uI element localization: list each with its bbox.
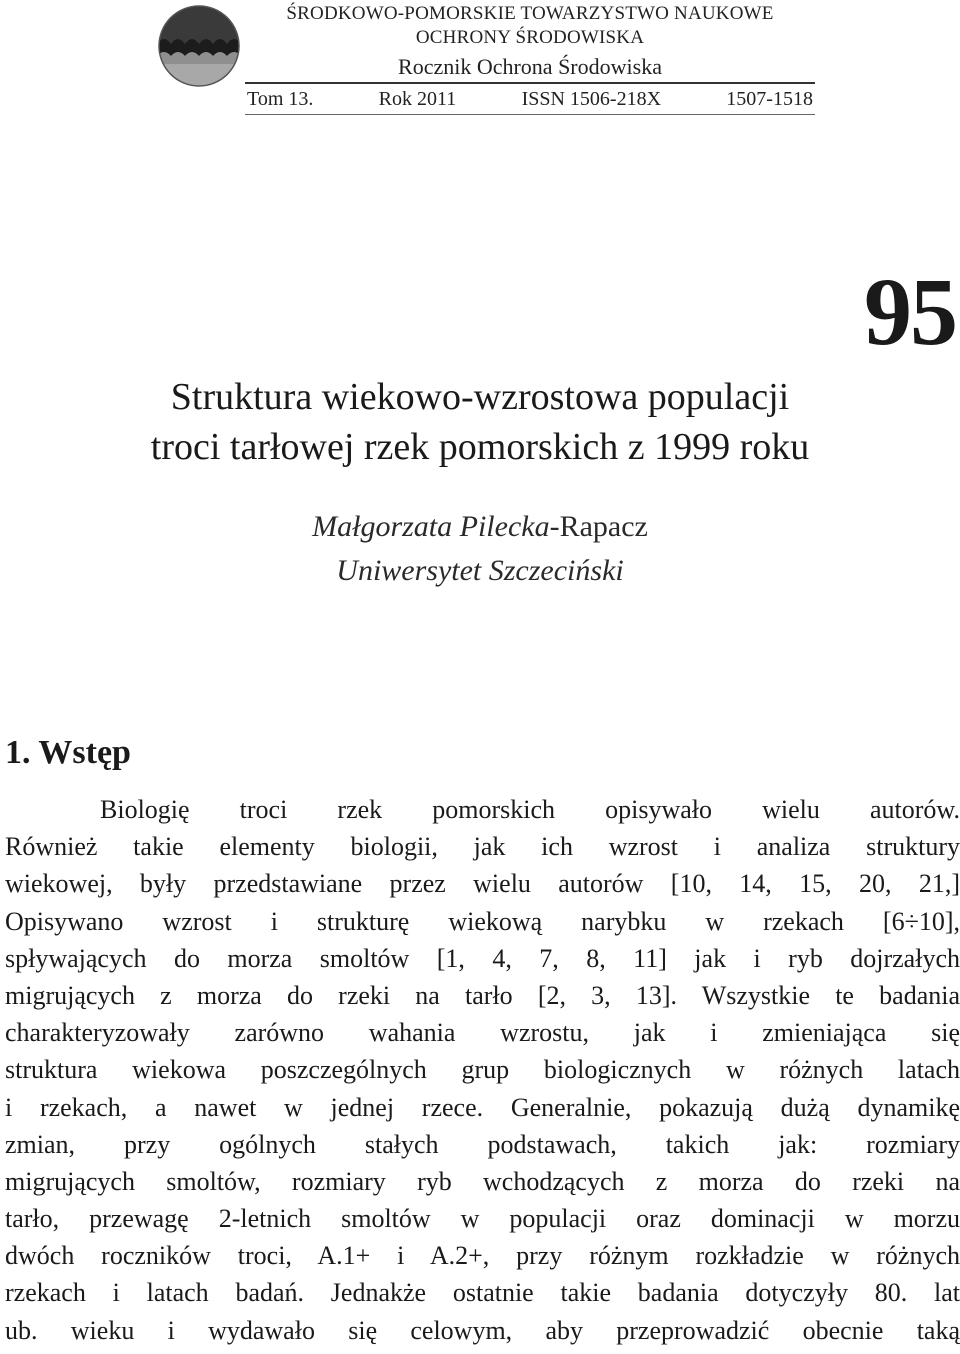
- body-line: Opisywano wzrost i strukturę wiekową narybku w rzekach [6÷10],: [5, 906, 960, 936]
- article-title: [0, 372, 960, 472]
- meta-divider: [245, 114, 815, 115]
- body-line: charakteryzowały zarówno wahania wzrostu, jak i zmieniająca się: [5, 1018, 960, 1048]
- body-line: migrujących smoltów, rozmiary ryb wchodzących z morza do rzeki na: [5, 1166, 960, 1196]
- society-name-line-1: ŚRODKOWO-POMORSKIE TOWARZYSTWO NAUKOWE: [286, 3, 774, 24]
- author-name-rest: Rapacz: [559, 510, 648, 543]
- article-number: 95: [864, 258, 956, 365]
- body-line: i rzekach, a nawet w jednej rzece. Generalnie, pokazują dużą dynamikę: [5, 1092, 960, 1122]
- society-logo: [157, 4, 241, 88]
- affiliation: Uniwersytet Szczeciński: [336, 554, 624, 587]
- body-line: spływających do morza smoltów [1, 4, 7, 8, 11] jak i ryb dojrzałych: [5, 943, 960, 973]
- title-line-2: troci tarłowej rzek pomorskich z 1999 roku: [150, 426, 810, 468]
- volume: Tom 13.: [247, 88, 314, 110]
- body-line: ub. wieku i wydawało się celowym, aby przeprowadzić obecnie taką: [5, 1315, 960, 1345]
- body-line: rzekach i latach badań. Jednakże ostatnie takie badania dotyczyły 80. lat: [5, 1278, 960, 1308]
- journal-name: Rocznik Ochrona Środowiska: [398, 54, 662, 79]
- title-line-1: Struktura wiekowo-wzrostowa populacji: [170, 376, 790, 418]
- body-line: Również takie elementy biologii, jak ich wzrost i analiza struktury: [5, 832, 960, 862]
- body-paragraph: [5, 791, 960, 1349]
- author-name-italic: Małgorzata Pilecka-: [312, 510, 560, 543]
- body-line: zmian, przy ogólnych stałych podstawach, takich jak: rozmiary: [5, 1129, 960, 1159]
- body-line: wiekowej, były przedstawiane przez wielu autorów [10, 14, 15, 20, 21,]: [5, 869, 960, 899]
- issn: ISSN 1506-218X: [521, 88, 662, 110]
- body-line: dwóch roczników troci, A.1+ i A.2+, przy różnym rozkładzie w różnych: [5, 1241, 960, 1271]
- body-line: Biologię troci rzek pomorskich opisywało wielu autorów.: [100, 795, 960, 824]
- year: Rok 2011: [378, 88, 457, 110]
- society-name-line-2: OCHRONY ŚRODOWISKA: [415, 27, 645, 48]
- author-block: [0, 505, 960, 593]
- publication-meta: [245, 84, 815, 114]
- body-line: struktura wiekowa poszczególnych grup biologicznych w różnych latach: [5, 1055, 960, 1085]
- page-range: 1507-1518: [726, 88, 813, 110]
- author-name: [0, 505, 960, 549]
- section-heading: 1. Wstęp: [5, 734, 131, 771]
- body-line: tarło, przewagę 2-letnich smoltów w populacji oraz dominacji w morzu: [5, 1204, 960, 1234]
- journal-header: [245, 2, 815, 115]
- body-line: migrujących z morza do rzeki na tarło [2, 3, 13]. Wszystkie te badania: [5, 980, 960, 1010]
